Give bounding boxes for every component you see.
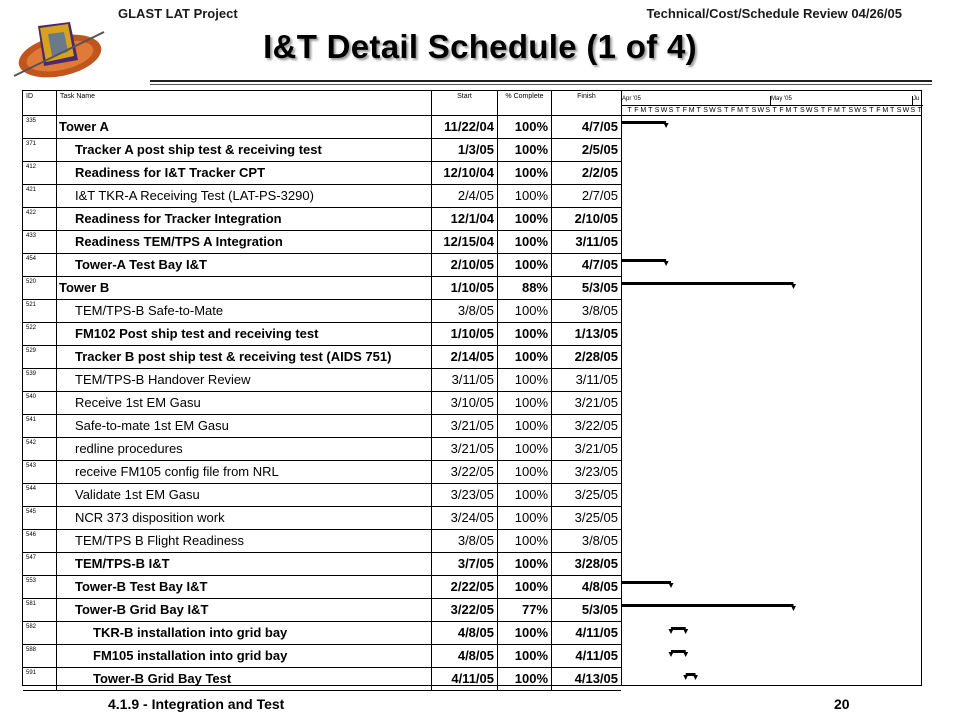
table-row[interactable] bbox=[23, 645, 621, 668]
day-label: M bbox=[882, 107, 889, 114]
task-name: Tower-B Test Bay I&T bbox=[57, 576, 432, 598]
task-finish: 3/11/05 bbox=[575, 234, 618, 249]
task-start: 3/7/05 bbox=[432, 553, 498, 575]
task-name: TKR-B installation into grid bay bbox=[57, 622, 432, 644]
task-name: Readiness for I&T Tracker CPT bbox=[57, 162, 432, 184]
day-label: T bbox=[820, 107, 826, 114]
task-name: Tracker A post ship test & receiving test bbox=[57, 139, 432, 161]
task-start: 2/4/05 bbox=[432, 185, 498, 207]
header-start: Start bbox=[432, 91, 498, 116]
task-percent-complete: 100% bbox=[498, 484, 552, 506]
table-row[interactable] bbox=[23, 185, 621, 208]
task-id: 547 bbox=[23, 553, 57, 575]
task-id: 542 bbox=[23, 438, 57, 460]
task-name: Receive 1st EM Gasu bbox=[57, 392, 432, 414]
day-label: M bbox=[833, 107, 840, 114]
task-start: 3/21/05 bbox=[432, 415, 498, 437]
task-percent-complete: 100% bbox=[498, 507, 552, 529]
month-apr: Apr '05 bbox=[622, 96, 770, 106]
task-name: Tower-A Test Bay I&T bbox=[57, 254, 432, 276]
task-start: 4/8/05 bbox=[432, 645, 498, 667]
title-rule bbox=[150, 80, 932, 82]
header-pct-complete: % Complete bbox=[498, 91, 552, 116]
task-name: Safe-to-mate 1st EM Gasu bbox=[57, 415, 432, 437]
task-name: Readiness for Tracker Integration bbox=[57, 208, 432, 230]
task-finish: 5/3/05 bbox=[581, 280, 618, 295]
task-id: 540 bbox=[23, 392, 57, 414]
task-percent-complete: 100% bbox=[498, 323, 552, 345]
day-label: S bbox=[668, 107, 674, 114]
task-finish: 2/7/05 bbox=[581, 188, 618, 203]
task-percent-complete: 100% bbox=[498, 622, 552, 644]
table-row[interactable] bbox=[23, 484, 621, 507]
table-row[interactable] bbox=[23, 254, 621, 277]
task-name: TEM/TPS B Flight Readiness bbox=[57, 530, 432, 552]
gantt-bars bbox=[622, 116, 922, 686]
header-task-name: Task Name bbox=[57, 91, 432, 116]
task-finish: 4/13/05 bbox=[574, 671, 618, 686]
task-percent-complete: 100% bbox=[498, 116, 552, 138]
task-finish: 3/21/05 bbox=[574, 395, 618, 410]
task-start: 3/21/05 bbox=[432, 438, 498, 460]
task-start: 4/11/05 bbox=[432, 668, 498, 690]
day-label: T bbox=[917, 107, 922, 114]
day-label: S bbox=[896, 107, 902, 114]
task-percent-complete: 100% bbox=[498, 162, 552, 184]
task-finish: 2/28/05 bbox=[574, 349, 618, 364]
table-row[interactable] bbox=[23, 415, 621, 438]
task-percent-complete: 100% bbox=[498, 645, 552, 667]
task-percent-complete: 100% bbox=[498, 392, 552, 414]
task-finish: 3/23/05 bbox=[574, 464, 618, 479]
task-start: 1/3/05 bbox=[432, 139, 498, 161]
task-percent-complete: 100% bbox=[498, 668, 552, 690]
gantt-summary-bar bbox=[669, 650, 689, 657]
table-row[interactable] bbox=[23, 208, 621, 231]
gantt-summary-bar bbox=[622, 121, 669, 128]
task-id: 581 bbox=[23, 599, 57, 621]
day-label: T bbox=[724, 107, 729, 114]
day-label: T bbox=[793, 107, 798, 114]
table-row[interactable] bbox=[23, 461, 621, 484]
task-name: receive FM105 config file from NRL bbox=[57, 461, 432, 483]
task-finish: 2/10/05 bbox=[574, 211, 618, 226]
table-row[interactable] bbox=[23, 622, 621, 645]
task-id: 546 bbox=[23, 530, 57, 552]
task-start: 2/14/05 bbox=[432, 346, 498, 368]
schedule-table bbox=[22, 90, 922, 686]
task-start: 2/10/05 bbox=[432, 254, 498, 276]
task-start: 3/11/05 bbox=[432, 369, 498, 391]
project-name: GLAST LAT Project bbox=[118, 6, 238, 21]
task-percent-complete: 88% bbox=[498, 277, 552, 299]
task-id: 591 bbox=[23, 668, 57, 690]
task-start: 2/22/05 bbox=[432, 576, 498, 598]
table-row[interactable] bbox=[23, 599, 621, 622]
task-name: TEM/TPS-B Handover Review bbox=[57, 369, 432, 391]
day-label: T bbox=[627, 107, 632, 114]
day-label: W bbox=[757, 107, 765, 114]
task-id: 553 bbox=[23, 576, 57, 598]
day-label: M bbox=[640, 107, 647, 114]
task-start: 1/10/05 bbox=[432, 277, 498, 299]
task-id: 582 bbox=[23, 622, 57, 644]
day-label: F bbox=[779, 107, 784, 114]
table-row[interactable] bbox=[23, 346, 621, 369]
day-label: S bbox=[862, 107, 867, 114]
task-name: FM102 Post ship test and receiving test bbox=[57, 323, 432, 345]
task-name: Tower A bbox=[57, 116, 432, 138]
task-finish: 3/8/05 bbox=[581, 303, 618, 318]
gantt-summary-bar bbox=[683, 673, 698, 680]
task-percent-complete: 100% bbox=[498, 553, 552, 575]
task-name: Tower-B Grid Bay I&T bbox=[57, 599, 432, 621]
day-label: T bbox=[675, 107, 681, 114]
day-label: T bbox=[772, 107, 777, 114]
table-row[interactable] bbox=[23, 553, 621, 576]
task-id: 522 bbox=[23, 323, 57, 345]
task-start: 4/8/05 bbox=[432, 622, 498, 644]
task-finish: 3/8/05 bbox=[581, 533, 618, 548]
task-name: Readiness TEM/TPS A Integration bbox=[57, 231, 432, 253]
task-id: 543 bbox=[23, 461, 57, 483]
task-percent-complete: 100% bbox=[498, 208, 552, 230]
task-id: 433 bbox=[23, 231, 57, 253]
task-start: 12/15/04 bbox=[432, 231, 498, 253]
day-label: T bbox=[841, 107, 846, 114]
gantt-timeline bbox=[621, 91, 921, 685]
gantt-summary-bar bbox=[669, 627, 689, 634]
task-percent-complete: 100% bbox=[498, 369, 552, 391]
task-finish: 5/3/05 bbox=[581, 602, 618, 617]
task-id: 521 bbox=[23, 300, 57, 322]
task-id: 539 bbox=[23, 369, 57, 391]
footer-wbs: 4.1.9 - Integration and Test bbox=[108, 696, 285, 712]
table-row[interactable] bbox=[23, 231, 621, 254]
task-start: 12/10/04 bbox=[432, 162, 498, 184]
task-id: 335 bbox=[23, 116, 57, 138]
day-label: W bbox=[854, 107, 861, 114]
day-label: T bbox=[648, 107, 653, 114]
day-label: S bbox=[799, 107, 805, 114]
gantt-summary-bar bbox=[622, 259, 669, 266]
task-percent-complete: 100% bbox=[498, 346, 552, 368]
task-percent-complete: 100% bbox=[498, 300, 552, 322]
task-finish: 3/28/05 bbox=[574, 556, 618, 571]
task-finish: 3/22/05 bbox=[574, 418, 618, 433]
task-finish: 2/5/05 bbox=[581, 142, 618, 157]
month-may: May '05 bbox=[770, 96, 913, 106]
gantt-summary-bar bbox=[622, 282, 796, 289]
task-start: 3/8/05 bbox=[432, 300, 498, 322]
task-percent-complete: 100% bbox=[498, 415, 552, 437]
task-id: 412 bbox=[23, 162, 57, 184]
task-percent-complete: 100% bbox=[498, 530, 552, 552]
task-name: I&T TKR-A Receiving Test (LAT-PS-3290) bbox=[57, 185, 432, 207]
day-label: S bbox=[765, 107, 771, 114]
task-percent-complete: 100% bbox=[498, 461, 552, 483]
day-label: T bbox=[890, 107, 895, 114]
table-row[interactable] bbox=[23, 162, 621, 185]
day-label: F bbox=[876, 107, 881, 114]
task-finish: 3/21/05 bbox=[574, 441, 618, 456]
page-number: 20 bbox=[834, 696, 850, 712]
task-percent-complete: 77% bbox=[498, 599, 552, 621]
day-label: S bbox=[910, 107, 916, 114]
day-label: S bbox=[751, 107, 757, 114]
day-label: T bbox=[744, 107, 750, 114]
table-row[interactable] bbox=[23, 369, 621, 392]
task-id: 422 bbox=[23, 208, 57, 230]
table-row[interactable] bbox=[23, 530, 621, 553]
day-label: W bbox=[805, 107, 813, 114]
task-start: 3/23/05 bbox=[432, 484, 498, 506]
task-name: Tracker B post ship test & receiving test (AIDS 751) bbox=[57, 346, 432, 368]
task-percent-complete: 100% bbox=[498, 231, 552, 253]
header-finish: Finish bbox=[577, 93, 596, 100]
day-label: T bbox=[869, 107, 874, 114]
task-finish: 2/2/05 bbox=[581, 165, 618, 180]
task-percent-complete: 100% bbox=[498, 576, 552, 598]
task-percent-complete: 100% bbox=[498, 254, 552, 276]
task-finish: 3/11/05 bbox=[575, 372, 618, 387]
task-percent-complete: 100% bbox=[498, 185, 552, 207]
table-row[interactable] bbox=[23, 300, 621, 323]
task-id: 520 bbox=[23, 277, 57, 299]
task-id: 529 bbox=[23, 346, 57, 368]
task-finish: 4/11/05 bbox=[575, 648, 618, 663]
table-row[interactable] bbox=[23, 438, 621, 461]
table-row[interactable] bbox=[23, 668, 621, 691]
table-row[interactable] bbox=[23, 277, 621, 300]
day-label: F bbox=[731, 107, 736, 114]
task-start: 12/1/04 bbox=[432, 208, 498, 230]
task-id: 544 bbox=[23, 484, 57, 506]
task-finish: 4/8/05 bbox=[581, 579, 618, 594]
task-start: 11/22/04 bbox=[432, 116, 498, 138]
task-id: 454 bbox=[23, 254, 57, 276]
day-label: T bbox=[696, 107, 701, 114]
task-name: NCR 373 disposition work bbox=[57, 507, 432, 529]
task-finish: 3/25/05 bbox=[574, 487, 618, 502]
task-percent-complete: 100% bbox=[498, 139, 552, 161]
task-id: 421 bbox=[23, 185, 57, 207]
gantt-summary-bar bbox=[622, 581, 674, 588]
task-name: FM105 installation into grid bay bbox=[57, 645, 432, 667]
task-name: Tower-B Grid Bay Test bbox=[57, 668, 432, 690]
task-percent-complete: 100% bbox=[498, 438, 552, 460]
day-label: W bbox=[660, 107, 668, 114]
table-row[interactable] bbox=[23, 576, 621, 599]
task-name: TEM/TPS-B I&T bbox=[57, 553, 432, 575]
day-label: W bbox=[709, 107, 716, 114]
day-label: M bbox=[737, 107, 743, 114]
task-id: 588 bbox=[23, 645, 57, 667]
task-start: 3/24/05 bbox=[432, 507, 498, 529]
table-row[interactable] bbox=[23, 116, 621, 139]
day-label: S bbox=[848, 107, 853, 114]
table-row[interactable] bbox=[23, 392, 621, 415]
day-label: S bbox=[717, 107, 722, 114]
day-label: M bbox=[785, 107, 792, 114]
table-row[interactable] bbox=[23, 323, 621, 346]
task-id: 371 bbox=[23, 139, 57, 161]
task-name: Validate 1st EM Gasu bbox=[57, 484, 432, 506]
task-start: 3/10/05 bbox=[432, 392, 498, 414]
task-finish: 4/7/05 bbox=[581, 257, 618, 272]
task-start: 3/8/05 bbox=[432, 530, 498, 552]
task-name: Tower B bbox=[57, 277, 432, 299]
gantt-summary-bar bbox=[622, 604, 796, 611]
task-start: 1/10/05 bbox=[432, 323, 498, 345]
task-start: 3/22/05 bbox=[432, 461, 498, 483]
month-jun: Ju bbox=[912, 96, 923, 106]
day-label: F bbox=[827, 107, 833, 114]
review-name: Technical/Cost/Schedule Review 04/26/05 bbox=[646, 6, 902, 21]
task-id: 541 bbox=[23, 415, 57, 437]
table-row[interactable] bbox=[23, 139, 621, 162]
task-start: 3/22/05 bbox=[432, 599, 498, 621]
task-finish: 3/25/05 bbox=[574, 510, 618, 525]
day-label: F bbox=[682, 107, 687, 114]
task-finish: 4/7/05 bbox=[581, 119, 618, 134]
title-rule-thin bbox=[150, 84, 932, 85]
task-name: TEM/TPS-B Safe-to-Mate bbox=[57, 300, 432, 322]
task-name: redline procedures bbox=[57, 438, 432, 460]
task-id: 545 bbox=[23, 507, 57, 529]
page-title: I&T Detail Schedule (1 of 4) bbox=[263, 28, 697, 65]
table-row[interactable] bbox=[23, 507, 621, 530]
task-finish: 4/11/05 bbox=[575, 625, 618, 640]
day-label: F bbox=[634, 107, 639, 114]
day-label: M bbox=[688, 107, 695, 114]
day-label: S bbox=[703, 107, 708, 114]
day-label: S bbox=[654, 107, 660, 114]
header-id: ID bbox=[23, 91, 57, 116]
day-label: S bbox=[813, 107, 819, 114]
day-label: W bbox=[902, 107, 910, 114]
task-finish: 1/13/05 bbox=[574, 326, 618, 341]
